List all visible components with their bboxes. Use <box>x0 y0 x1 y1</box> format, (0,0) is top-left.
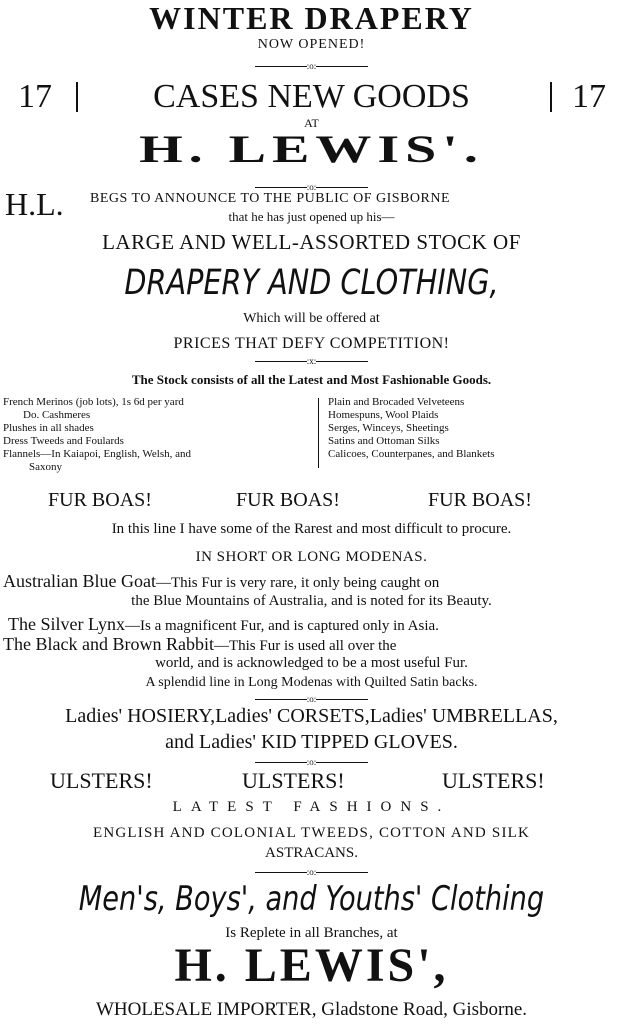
left-items-list <box>3 396 315 474</box>
fur-boas-1: FUR BOAS! <box>48 489 152 511</box>
lynx-line <box>8 615 439 634</box>
cases-heading: CASES NEW GOODS <box>153 78 470 115</box>
list-item: Plushes in all shades <box>3 422 94 434</box>
at-label: AT <box>304 116 319 130</box>
separator: :x: <box>0 357 623 366</box>
tweeds-line: ENGLISH AND COLONIAL TWEEDS, COTTON AND SILK <box>92 825 531 841</box>
lynx-heading: The Silver Lynx <box>8 614 125 634</box>
goat-heading: Australian Blue Goat <box>3 571 156 591</box>
ulsters-3: ULSTERS! <box>442 768 545 793</box>
goat-line <box>3 572 439 591</box>
list-item: Homespuns, Wool Plaids <box>328 409 439 421</box>
fur-boas-2: FUR BOAS! <box>236 489 340 511</box>
cases-right-number: 17 <box>572 78 606 115</box>
footer-name: H. LEWIS', <box>174 939 449 992</box>
separator: :o: <box>0 758 623 767</box>
list-item: Plain and Brocaded Velveteens <box>328 396 465 408</box>
rarest-line: In this line I have some of the Rarest and most difficult to procure. <box>111 521 512 537</box>
rabbit-heading: The Black and Brown Rabbit <box>3 634 214 654</box>
prices-line: PRICES THAT DEFY COMPETITION! <box>173 335 450 352</box>
fur-boas-3: FUR BOAS! <box>428 489 532 511</box>
rabbit-line <box>3 635 396 654</box>
list-item: Saxony <box>29 461 62 473</box>
rabbit-text: —This Fur is used all over the <box>213 638 397 654</box>
list-item: Do. Cashmeres <box>23 409 91 421</box>
initials: H.L. <box>5 186 64 222</box>
announce-line: BEGS TO ANNOUNCE TO THE PUBLIC OF GISBORNE <box>90 191 451 206</box>
offered-line: Which will be offered at <box>243 311 380 326</box>
list-item: Calicoes, Counterpanes, and Blankets <box>328 448 495 460</box>
list-item: French Merinos (job lots), 1s 6d per yard <box>3 396 184 408</box>
headline: WINTER DRAPERY <box>149 0 474 36</box>
hosiery-line: Ladies' HOSIERY,Ladies' CORSETS,Ladies' UMBRELLAS, <box>65 705 558 727</box>
goat-text: —This Fur is very rare, it only being caught on <box>155 575 440 591</box>
latest-fashions: LATEST FASHIONS. <box>172 799 451 815</box>
rabbit-line-2: world, and is acknowledged to be a most useful Fur. <box>155 655 468 671</box>
footer-address: WHOLESALE IMPORTER, Gladstone Road, Gisborne. <box>95 999 528 1020</box>
separator: :o: <box>0 695 623 704</box>
separator: :o: <box>0 868 623 877</box>
announce-subline: that he has just opened up his— <box>228 209 395 224</box>
stock-consists-line: The Stock consists of all the Latest and Most Fashionable Goods. <box>131 372 492 387</box>
large-name: H. LEWIS'. <box>139 127 484 172</box>
clothing-heading: Men's, Boys', and Youths' Clothing <box>78 879 545 919</box>
separator: :o: <box>0 62 623 71</box>
list-item: Satins and Ottoman Silks <box>328 435 440 447</box>
lynx-text: —Is a magnificent Fur, and is captured only in Asia. <box>124 618 439 634</box>
right-items-list <box>328 396 620 461</box>
divider <box>550 82 552 112</box>
now-opened: NOW OPENED! <box>257 37 366 52</box>
goat-line-2: the Blue Mountains of Australia, and is noted for its Beauty. <box>131 593 492 609</box>
list-item: Dress Tweeds and Foulards <box>3 435 124 447</box>
separator: :o: <box>0 183 623 192</box>
column-divider <box>318 398 319 468</box>
drapery-clothing-heading: DRAPERY AND CLOTHING, <box>124 263 499 303</box>
replete-line: Is Replete in all Branches, at <box>225 925 398 941</box>
gloves-line: and Ladies' KID TIPPED GLOVES. <box>165 731 458 753</box>
list-item: Serges, Winceys, Sheetings <box>328 422 449 434</box>
cases-left-number: 17 <box>18 78 52 115</box>
ulsters-1: ULSTERS! <box>50 768 153 793</box>
ulsters-2: ULSTERS! <box>242 768 345 793</box>
quilted-line: A splendid line in Long Modenas with Quilted Satin backs. <box>145 675 478 690</box>
astracans-line: ASTRACANS. <box>265 845 358 861</box>
large-stock-heading: LARGE AND WELL-ASSORTED STOCK OF <box>102 230 521 254</box>
list-item: Flannels—In Kaiapoi, English, Welsh, and <box>3 448 192 460</box>
modenas-line: IN SHORT OR LONG MODENAS. <box>195 549 428 565</box>
